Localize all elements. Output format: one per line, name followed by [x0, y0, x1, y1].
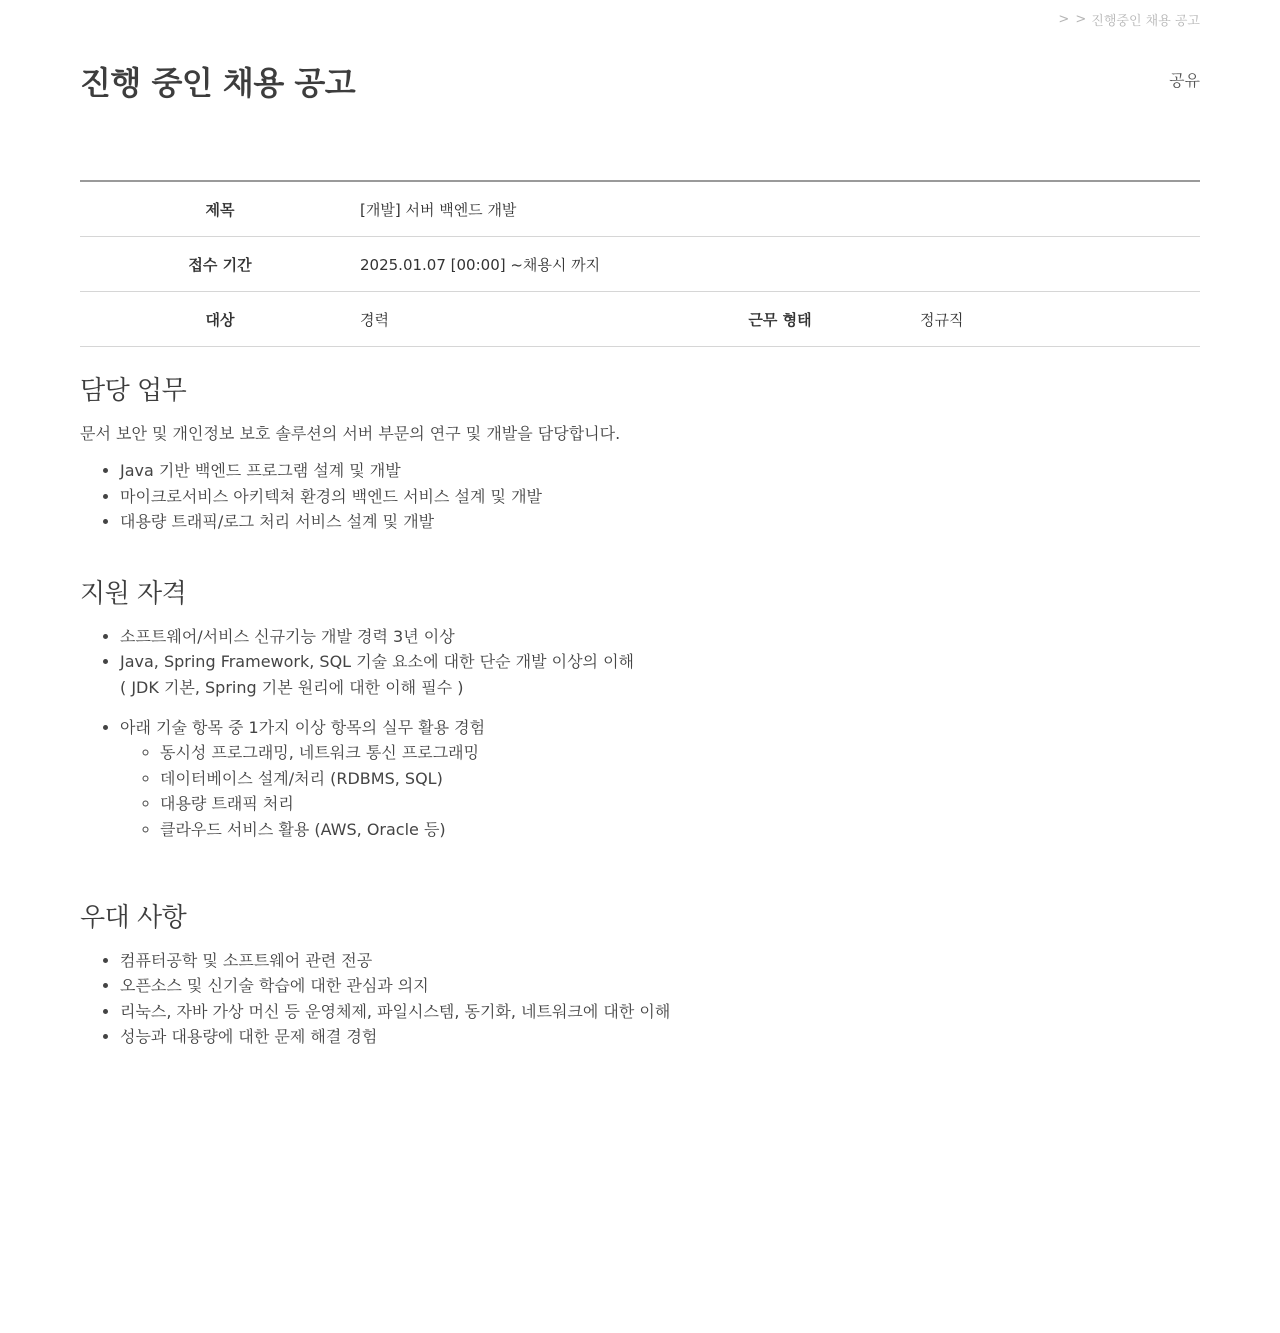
list-item-text: Java, Spring Framework, SQL 기술 요소에 대한 단순 개발 이상의 이해	[120, 652, 634, 672]
sub-list-item: ◦ 데이터베이스 설계/처리 (RDBMS, SQL)	[160, 766, 1200, 792]
preferred-list	[80, 948, 1200, 1050]
share-button[interactable]: 공유	[1169, 71, 1200, 90]
list-item	[120, 715, 1200, 843]
breadcrumb	[1058, 10, 1200, 29]
job-info-table	[80, 180, 1200, 347]
duties-intro: 문서 보안 및 개인정보 보호 솔루션의 서버 부문의 연구 및 개발을 담당합니다.	[80, 424, 621, 443]
info-row-target	[80, 292, 1200, 347]
worktype-value: 정규직	[920, 310, 964, 329]
sub-list-item: ◦ 대용량 트래픽 처리	[160, 791, 1200, 817]
worktype-label: 근무 형태	[748, 310, 812, 329]
title-label: 제목	[205, 200, 235, 219]
list-item: • 대용량 트래픽/로그 처리 서비스 설계 및 개발	[120, 509, 1200, 535]
job-description	[80, 370, 1200, 1050]
list-item-note: ( JDK 기본, Spring 기본 원리에 대한 이해 필수 )	[120, 677, 464, 697]
list-item: • 소프트웨어/서비스 신규기능 개발 경력 3년 이상	[120, 624, 1200, 650]
target-value: 경력	[360, 310, 389, 329]
qualifications-list	[80, 624, 1200, 843]
target-label: 대상	[205, 310, 235, 329]
breadcrumb-current-link[interactable]: 진행중인 채용 공고	[1091, 14, 1200, 29]
period-label: 접수 기간	[188, 255, 252, 274]
page-title: 진행 중인 채용 공고	[80, 64, 356, 102]
qualifications-heading: 지원 자격	[80, 578, 187, 609]
duties-heading: 담당 업무	[80, 376, 187, 406]
sub-list-item: ◦ 클라우드 서비스 활용 (AWS, Oracle 등)	[160, 817, 1200, 843]
qualifications-section	[80, 573, 1200, 843]
list-item: • 성능과 대용량에 대한 문제 해결 경험	[120, 1024, 1200, 1050]
breadcrumb-separator: > >	[1058, 12, 1088, 27]
duties-section	[80, 370, 1200, 535]
sub-list-item: ◦ 동시성 프로그래밍, 네트워크 통신 프로그래밍	[160, 740, 1200, 766]
tech-sublist	[120, 740, 1200, 842]
preferred-section	[80, 897, 1200, 1050]
list-item: • 컴퓨터공학 및 소프트웨어 관련 전공	[120, 948, 1200, 974]
list-item: • 마이크로서비스 아키텍쳐 환경의 백엔드 서비스 설계 및 개발	[120, 484, 1200, 510]
info-row-title	[80, 182, 1200, 237]
preferred-heading: 우대 사항	[80, 902, 187, 933]
title-value: [개발] 서버 백엔드 개발	[360, 200, 517, 219]
period-value: 2025.01.07 [00:00] ~채용시 까지	[360, 255, 601, 274]
list-item: • 리눅스, 자바 가상 머신 등 운영체제, 파일시스템, 동기화, 네트워크에 대한 이해	[120, 999, 1200, 1025]
info-row-period	[80, 237, 1200, 292]
list-item: • Java 기반 백엔드 프로그램 설계 및 개발	[120, 458, 1200, 484]
list-item	[120, 649, 1200, 700]
list-item-text: 아래 기술 항목 중 1가지 이상 항목의 실무 활용 경험	[120, 717, 486, 737]
list-item: • 오픈소스 및 신기술 학습에 대한 관심과 의지	[120, 973, 1200, 999]
duties-list	[80, 458, 1200, 535]
